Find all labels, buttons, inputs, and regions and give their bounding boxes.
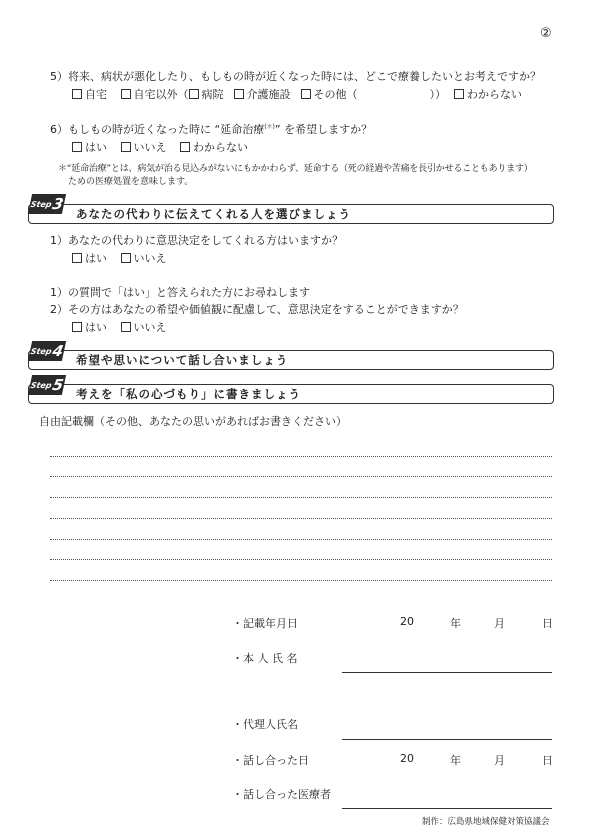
talk-date-day-unit: 日 xyxy=(542,754,553,767)
name-field-line[interactable] xyxy=(342,672,552,673)
option-yes-s3q2: はい xyxy=(85,321,107,334)
question-6 xyxy=(50,121,372,137)
option-other-than-home: 自宅以外（ xyxy=(133,88,189,101)
step3-followup: 1）の質問で「はい」と答えられた方にお尋ねします xyxy=(50,286,310,299)
checkbox-etc[interactable] xyxy=(301,89,311,99)
option-home: 自宅 xyxy=(85,88,107,101)
free-text-line-7[interactable] xyxy=(50,580,552,581)
date-era: 20 xyxy=(400,615,414,628)
option-no-s3q2: いいえ xyxy=(133,321,167,334)
free-text-line-4[interactable] xyxy=(50,518,552,519)
checkbox-home[interactable] xyxy=(72,89,82,99)
checkbox-hospital[interactable] xyxy=(189,89,199,99)
checkbox-yes-6[interactable] xyxy=(72,142,82,152)
free-text-line-1[interactable] xyxy=(50,456,552,457)
step3-question-1: 1）あなたの代わりに意思決定をしてくれる方はいますか？ xyxy=(50,234,343,247)
question-6-text-end: ” を希望しますか？ xyxy=(274,123,373,136)
free-text-line-3[interactable] xyxy=(50,497,552,498)
step4-title: 希望や思いについて話し合いましょう xyxy=(76,353,289,367)
name-label: ・本 人 氏 名 xyxy=(232,652,298,665)
step5-badge: Step 5 xyxy=(28,375,66,395)
checkbox-unknown-6[interactable] xyxy=(180,142,190,152)
checkbox-yes-s3q1[interactable] xyxy=(72,253,82,263)
date-day-unit: 日 xyxy=(542,617,553,630)
option-etc: その他（ xyxy=(313,88,358,101)
talk-date-year-unit: 年 xyxy=(450,754,461,767)
option-yes-6: はい xyxy=(85,141,107,154)
step3-title: あなたの代わりに伝えてくれる人を選びましょう xyxy=(76,207,351,221)
question-6-options xyxy=(72,139,258,155)
step5-title: 考えを「私の心づもり」に書きましょう xyxy=(76,387,301,401)
option-unknown-5: わからない xyxy=(467,88,522,101)
option-unknown-6: わからない xyxy=(193,141,248,154)
talk-date-era: 20 xyxy=(400,752,414,765)
checkbox-unknown-5[interactable] xyxy=(454,89,464,99)
page-number: ② xyxy=(540,26,552,41)
option-no-6: いいえ xyxy=(133,141,167,154)
date-month-unit: 月 xyxy=(494,617,505,630)
option-yes-s3q1: はい xyxy=(85,252,107,265)
checkbox-no-s3q2[interactable] xyxy=(121,322,131,332)
question-5-options xyxy=(72,86,522,102)
step3-question-2: 2）その方はあなたの希望や価値観に配慮して、意思決定をすることができますか？ xyxy=(50,303,464,316)
checkbox-no-6[interactable] xyxy=(121,142,131,152)
step3-question-2-options xyxy=(72,319,177,335)
question-6-text: 6）もしもの時が近くなった時に “延命治療 xyxy=(50,123,265,136)
talk-date-label: ・話し合った日 xyxy=(232,754,309,767)
checkbox-no-s3q1[interactable] xyxy=(121,253,131,263)
free-text-label: 自由記載欄（その他、あなたの思いがあればお書きください） xyxy=(39,415,347,428)
date-label: ・記載年月日 xyxy=(232,617,298,630)
checkbox-care-facility[interactable] xyxy=(234,89,244,99)
note-line-2: ための医療処置を意味します。 xyxy=(68,177,194,187)
question-5: 5）将来、病状が悪化したり、もしもの時が近くなった時には、どこで療養したいとお考えですか？ xyxy=(50,70,541,83)
option-no-s3q1: いいえ xyxy=(133,252,167,265)
step4-badge: Step 4 xyxy=(28,341,66,361)
doctor-field-line[interactable] xyxy=(342,808,552,809)
proxy-field-line[interactable] xyxy=(342,739,552,740)
free-text-line-5[interactable] xyxy=(50,539,552,540)
step3-badge: Step 3 xyxy=(28,194,66,214)
step3-question-1-options xyxy=(72,250,177,266)
doctor-label: ・話し合った医療者 xyxy=(232,788,331,801)
option-hospital: 病院 xyxy=(201,88,224,101)
free-text-line-2[interactable] xyxy=(50,476,552,477)
checkbox-yes-s3q2[interactable] xyxy=(72,322,82,332)
free-text-line-6[interactable] xyxy=(50,559,552,560)
talk-date-month-unit: 月 xyxy=(494,754,505,767)
date-year-unit: 年 xyxy=(450,617,461,630)
footer-credit: 制作：広島県地域保健対策協議会 xyxy=(422,817,550,827)
option-care-facility: 介護施設 xyxy=(246,88,291,101)
asterisk-mark: (＊) xyxy=(264,123,275,131)
option-close-paren: ）） xyxy=(429,88,446,101)
proxy-label: ・代理人氏名 xyxy=(232,718,298,731)
checkbox-other-than-home[interactable] xyxy=(121,89,131,99)
note-line-1: ＊“延命治療”とは、病気が治る見込みがないにもかかわらず、延命する（死の経過や苦痛を長引かせることもあります） xyxy=(58,164,533,174)
